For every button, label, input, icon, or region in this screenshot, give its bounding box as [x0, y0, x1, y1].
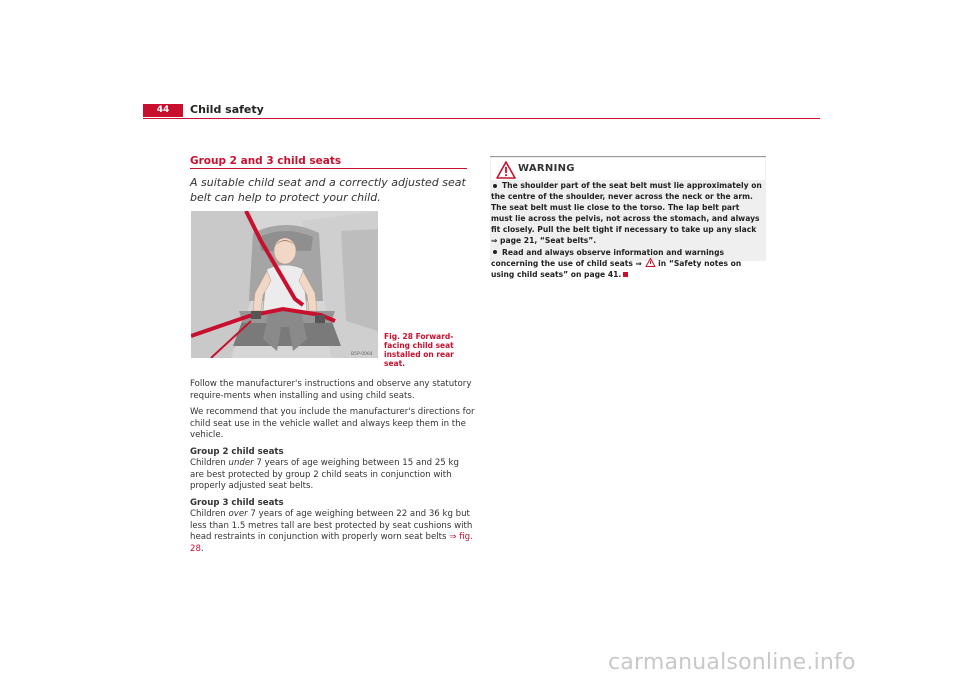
figure-caption: Fig. 28 Forward-facing child seat installed on rear seat.: [384, 332, 454, 368]
warning-title: WARNING: [518, 163, 575, 174]
header-rule: [143, 118, 820, 119]
figure-code: B5P-0064: [351, 352, 373, 357]
child-seat-illustration: [191, 211, 378, 358]
figure-child-seat: [191, 211, 378, 358]
group3-heading: Group 3 child seats: [190, 497, 284, 508]
page-number: 44: [143, 104, 183, 117]
bullet-icon: [493, 184, 497, 188]
section-lead: A suitable child seat and a correctly adjusted seat belt can help to protect your child.: [190, 176, 466, 204]
section-end-mark: [623, 272, 628, 277]
group2-paragraph: Children under 7 years of age weighing between 15 and 25 kg are best protected by group 2 child seats in conjunction with properly adjusted seat belts.: [190, 458, 459, 491]
body-text: [190, 379, 475, 560]
section-rule: [190, 168, 467, 169]
running-header: Child safety: [190, 103, 264, 116]
group3-paragraph: Children over 7 years of age weighing between 22 and 36 kg but less than 1.5 metres tall are best protected by seat cushions with head restraints in conjunction with properly worn seat belts ⇒ fig. 28.: [190, 509, 473, 554]
body-paragraph-1: Follow the manufacturer's instructions and observe any statutory require-ments when installing and using child seats.: [190, 379, 472, 401]
warning-item: Read and always observe information and warnings concerning the use of child seats ⇒ in “Safety notes on using child seats” on page 41.: [491, 247, 742, 279]
inline-warning-icon: [645, 258, 656, 267]
group2-heading: Group 2 child seats: [190, 446, 284, 457]
warning-triangle-icon: [496, 161, 516, 179]
body-paragraph-2: We recommend that you include the manufacturer's directions for child seat use in the vehicle wallet and always keep them in the vehicle.: [190, 407, 475, 440]
watermark: carmanualsonline.info: [608, 650, 856, 675]
figure-link[interactable]: ⇒ fig. 28: [190, 532, 473, 554]
section-title: Group 2 and 3 child seats: [190, 155, 342, 167]
warning-item: The shoulder part of the seat belt must lie approximately on the centre of the shoulder, never across the neck or the arm. The seat belt must lie close to the torso. The lap belt part must lie across the pelvis, not across the stomach, and always fit closely. Pull the belt tight if necessary to take up any slack ⇒ page 21, “Seat belts”.: [491, 181, 762, 246]
warning-body: [491, 180, 763, 280]
bullet-icon: [493, 250, 497, 254]
